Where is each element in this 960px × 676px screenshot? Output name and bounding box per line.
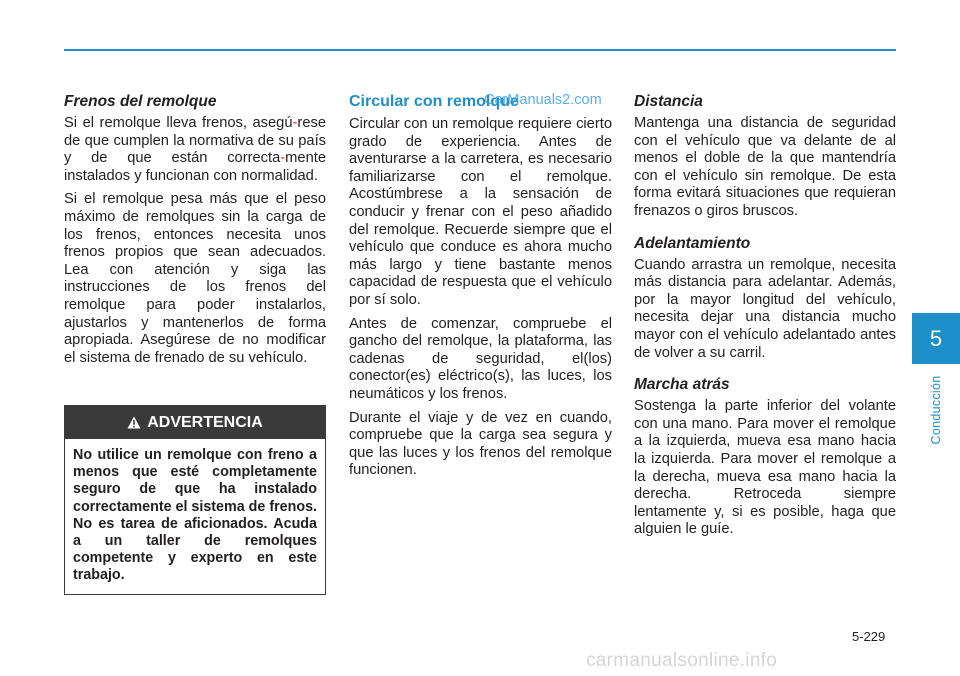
top-rule [64,49,896,51]
column-right [634,93,896,545]
section-tab: 5 [912,313,960,364]
section-side-label [926,370,946,450]
paragraph-marcha-atras: Sostenga la parte inferior del volante con una mano. Para mover el remolque a la izquierda, mueva esa mano hacia la izquierda. Para mover el remolque a la derecha, mueva esa mano hacia la derecha. Retroceda siempre lentamente y, si es posible, haga que alguien le guíe. [634,398,896,538]
column-middle [349,93,612,486]
hyphen-mark: - [280,150,286,167]
column-left [64,93,326,373]
warning-title: ADVERTENCIA [147,413,263,431]
warning-triangle-icon [127,416,141,429]
heading-circular-con-remolque: Circular con remolque [349,93,519,110]
paragraph-circular-3: Durante el viaje y de vez en cuando, compruebe que la carga sea segura y que las luces y los frenos del remolque funcionen. [349,409,612,479]
heading-marcha-atras: Marcha atrás [634,376,730,394]
warning-box [64,405,326,595]
watermark-carmanualsonline: carmanualsonline.info [586,650,778,671]
watermark-carmanuals2: CarManuals2.com [484,92,602,108]
paragraph-circular-2: Antes de comenzar, compruebe el gancho del remolque, la plataforma, las cadenas de seguridad, el(los) conector(es) eléctrico(s), las luces, los neumáticos y los frenos. [349,315,612,402]
paragraph-adelantamiento: Cuando arrastra un remolque, necesita más distancia para adelantar. Además, por la mayor longitud del vehículo, necesita dejar una distancia mucho mayor con el vehículo adelantado antes de volver a su carril. [634,256,896,361]
text-fragment: rese de que cumplen la normativa de su país y de que están correcta [64,115,326,167]
page-number: 5-229 [852,629,886,644]
paragraph-circular-1: Circular con un remolque requiere cierto grado de experiencia. Antes de aventurarse a la carretera, es necesario familiarizarse con el remolque. Acostúmbrese a la sensación de conducir y frenar con el peso añadido del remolque. Recuerde siempre que el vehículo que conduce es ahora mucho más largo y tiene bastante menos capacidad de respuesta que el vehículo por sí solo. [349,116,612,308]
text-fragment: Si el remolque lleva frenos, asegú [64,115,293,131]
paragraph-frenos-2: Si el remolque pesa más que el peso máximo de remolques sin la carga de los frenos, entonces necesita unos frenos propios que sean adecuados. Lea con atención y siga las instrucciones de los frenos del remolque para poder instalarlos, ajustarlos y mantenerlos de forma apropiada. Asegúrese de no modificar el sistema de frenado de su vehículo. [64,191,326,366]
warning-header [65,406,325,439]
section-label-text: Conducción [929,375,943,445]
heading-distancia: Distancia [634,93,703,110]
hyphen-mark: - [292,115,298,131]
heading-adelantamiento: Adelantamiento [634,234,751,252]
paragraph-frenos-1 [64,115,326,185]
warning-text: No utilice un remolque con freno a menos que esté completamente seguro de que ha instalado correctamente el sistema de frenos. No es tarea de aficionados. Acuda a un taller de remolques competente y experto en este trabajo. [73,447,317,584]
heading-frenos-del-remolque: Frenos del remolque [64,93,217,110]
paragraph-distancia: Mantenga una distancia de seguridad con el vehículo que va delante de al menos el doble de la que mantendría con el vehículo sin remolque. De esta forma evitará situaciones que requieran frenazos o giros bruscos. [634,115,896,219]
text-fragment: mente instalados y funcionan con normalidad. [64,150,326,184]
